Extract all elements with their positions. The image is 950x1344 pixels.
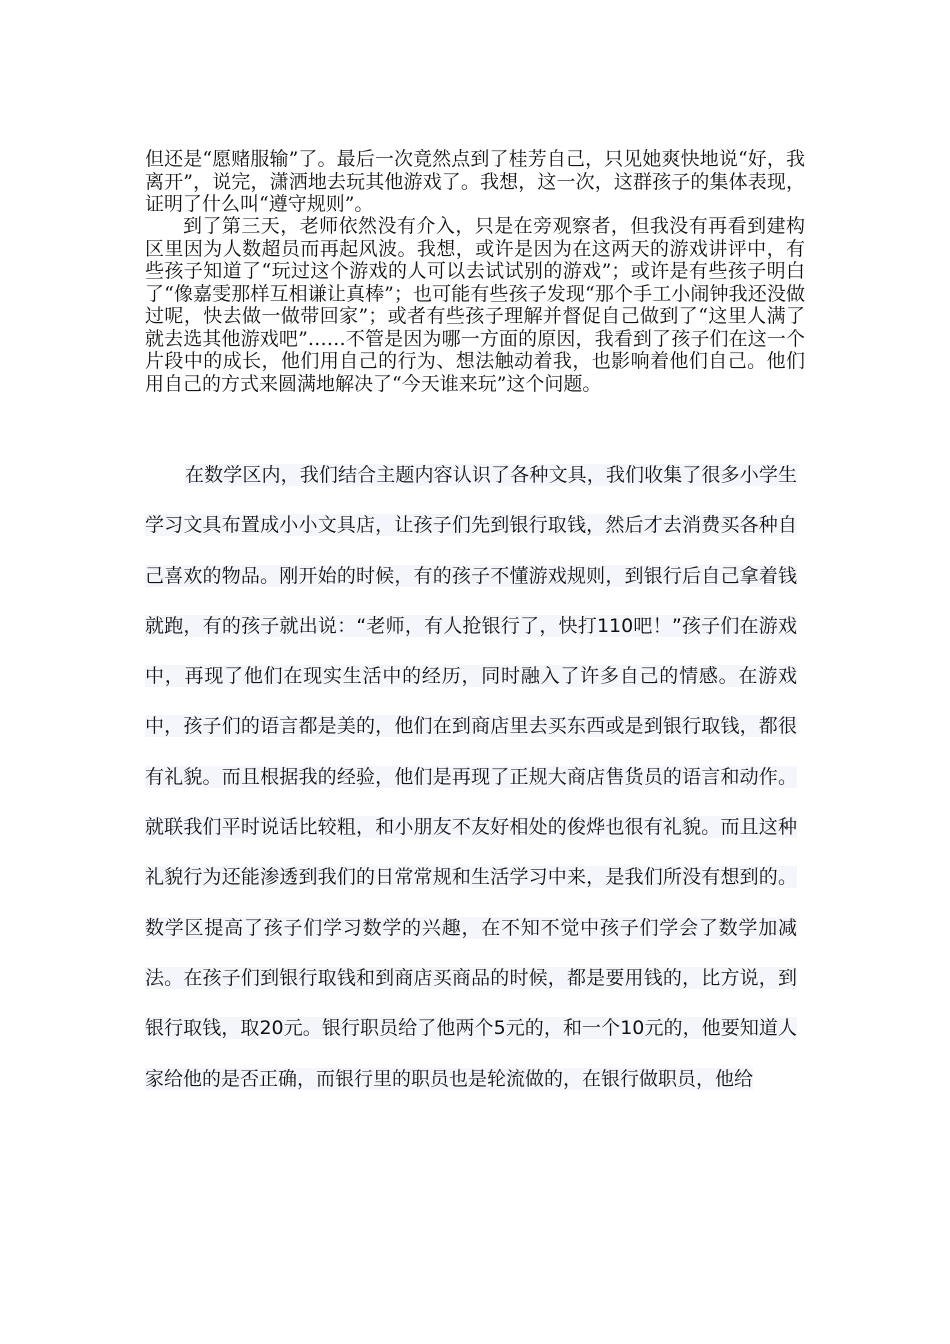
- paragraph-third-day-text: 到了第三天，老师依然没有介入，只是在旁观察者，但我没有再看到建构区里因为人数超员而再起风波。我想，或许是因为在这两天的游戏讲评中，有些孩子知道了“玩过这个游戏的人可以去试试别的游戏”；或许是有些孩子明白了“像嘉雯那样互相谦让真棒”；也可能有些孩子发现“那个手工小闹钟我还没做过呢，快去做一做带回家”；或者有些孩子理解并督促自己做到了“这里人满了就去选其他游戏吧”……不管是因为哪一方面的原因，我看到了孩子们在这一个片段中的成长，他们用自己的行为、想法触动着我，也影响着他们自己。他们用自己的方式来圆满地解决了“今天谁来玩”这个问题。: [145, 215, 805, 395]
- paragraph-math-area: [145, 450, 797, 1104]
- paragraph-continuation: 但还是“愿赌服输”了。最后一次竟然点到了桂芳自己，只见她爽快地说“好，我离开”，说完，潇洒地去玩其他游戏了。我想，这一次，这群孩子的集体表现，证明了什么叫“遵守规则”。: [145, 148, 805, 215]
- paragraph-math-area-text: 在数学区内，我们结合主题内容认识了各种文具，我们收集了很多小学生学习文具布置成小小文具店，让孩子们先到银行取钱，然后才去消费买各种自己喜欢的物品。刚开始的时候，有的孩子不懂游戏规则，到银行后自己拿着钱就跑，有的孩子就出说：“老师，有人抢银行了，快打110吧！”孩子们在游戏中，再现了他们在现实生活中的经历，同时融入了许多自己的情感。在游戏中，孩子们的语言都是美的，他们在到商店里去买东西或是到银行取钱，都很有礼貌。而且根据我的经验，他们是再现了正规大商店售货员的语言和动作。就联我们平时说话比较粗，和小朋友不友好相处的俊烨也很有礼貌。而且这种礼貌行为还能渗透到我们的日常常规和生活学习中来，是我们所没有想到的。数学区提高了孩子们学习数学的兴趣，在不知不觉中孩子们学会了数学加减法。在孩子们到银行取钱和到商店买商品的时候，都是要用钱的，比方说，到银行取钱，取20元。银行职员给了他两个5元的，和一个10元的，他要知道人家给他的是否正确，而银行里的职员也是轮流做的，在银行做职员，他给: [145, 464, 797, 1090]
- paragraph-third-day: [145, 215, 805, 395]
